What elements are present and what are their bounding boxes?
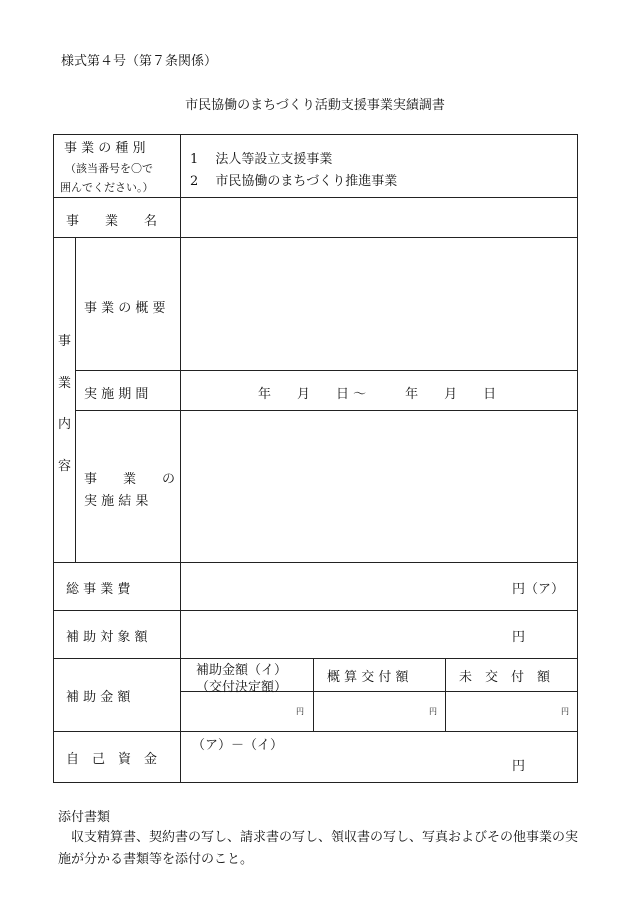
group-column-divider — [75, 237, 76, 562]
result-label: 実 施 結 果 — [84, 494, 149, 509]
subsidy-decided-header: 補助金額（イ） — [196, 663, 288, 678]
attachments-heading: 添付書類 — [58, 810, 111, 825]
type-label-note: （該当番号を〇で — [65, 162, 153, 175]
overview-label: 事 業 の 概 要 — [84, 301, 166, 316]
row-divider — [75, 410, 578, 411]
unpaid-amount-header: 未 交 付 額 — [459, 670, 551, 685]
table-border-left — [53, 134, 54, 783]
subsidy-decided-header: （交付決定額） — [196, 680, 288, 695]
table-border-bottom — [53, 782, 578, 783]
row-divider — [53, 197, 578, 198]
period-field[interactable]: 年 月 日 〜 年 月 日 — [258, 387, 497, 402]
content-group-label: 事 — [58, 334, 72, 349]
project-name-label: 事 業 名 — [66, 214, 158, 229]
attachments-body: 収支精算書、契約書の写し、請求書の写し、領収書の写し、写真およびその他事業の実施が分かる書類等を添付のこと。 — [58, 830, 579, 867]
form-number: 様式第４号（第７条関係） — [61, 54, 218, 69]
document-title: 市民協働のまちづくり活動支援事業実績調書 — [185, 98, 445, 113]
content-group-label: 容 — [58, 459, 72, 474]
subsidy-decided-unit: 円 — [296, 707, 304, 716]
row-divider — [53, 562, 578, 563]
row-divider — [53, 658, 578, 659]
table-border-top — [53, 134, 578, 135]
total-cost-label: 総 事 業 費 — [66, 582, 131, 597]
content-group-label: 内 — [58, 417, 72, 432]
type-label: 事 業 の 種 別 — [64, 141, 146, 156]
unpaid-amount-unit: 円 — [561, 707, 569, 716]
own-funds-unit: 円 — [512, 759, 526, 774]
type-option-2[interactable]: 2 市民協働のまちづくり推進事業 — [190, 174, 398, 189]
content-group-label: 業 — [58, 376, 72, 391]
type-label-note: 囲んでください。） — [60, 181, 154, 194]
row-divider — [75, 370, 578, 371]
result-label: 事 業 の — [84, 472, 176, 487]
own-funds-formula: （ア）－（イ） — [192, 738, 284, 753]
total-cost-unit: 円（ア） — [512, 582, 565, 597]
subsidy-column-divider — [445, 658, 446, 731]
type-option-1[interactable]: 1 法人等設立支援事業 — [190, 152, 333, 167]
estimated-payment-header: 概 算 交 付 額 — [327, 670, 409, 685]
row-divider — [53, 731, 578, 732]
subsidy-label: 補 助 金 額 — [66, 690, 131, 705]
period-label: 実 施 期 間 — [84, 387, 149, 402]
label-column-divider — [180, 134, 181, 783]
estimated-payment-unit: 円 — [429, 707, 437, 716]
row-divider — [53, 610, 578, 611]
subsidy-column-divider — [313, 658, 314, 731]
own-funds-label: 自 己 資 金 — [66, 752, 158, 767]
eligible-amount-unit: 円 — [512, 630, 526, 645]
row-divider — [53, 237, 578, 238]
table-border-right — [577, 134, 578, 783]
eligible-amount-label: 補 助 対 象 額 — [66, 630, 148, 645]
